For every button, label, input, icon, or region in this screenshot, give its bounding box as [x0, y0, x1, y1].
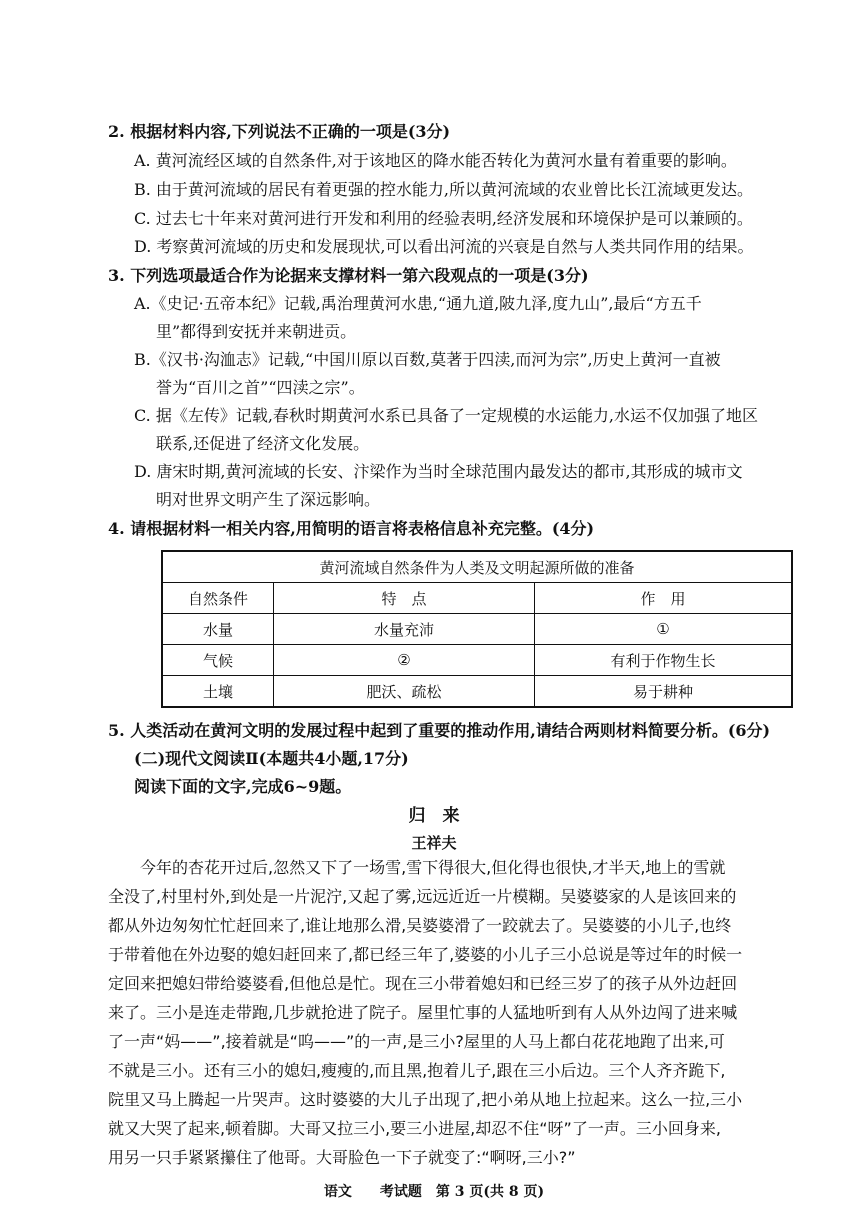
- table-cell: ②: [274, 645, 535, 676]
- table-title: 黄河流域自然条件为人类及文明起源所做的准备: [162, 551, 792, 583]
- story-line: 院里又马上腾起一片哭声。这时婆婆的大儿子出现了,把小弟从地上拉起来。这么一拉,三小: [108, 1090, 743, 1109]
- question-2-option-b: B. 由于黄河流域的居民有着更强的控水能力,所以黄河流域的农业曾比长江流域更发达。: [134, 180, 754, 199]
- table-cell: 气候: [162, 645, 274, 676]
- question-2-option-d: D. 考察黄河流域的历史和发展现状,可以看出河流的兴衰是自然与人类共同作用的结果。: [134, 237, 754, 256]
- section-title: (二)现代文阅读Ⅱ(本题共4小题,17分): [134, 749, 409, 768]
- question-2-option-c: C. 过去七十年来对黄河进行开发和利用的经验表明,经济发展和环境保护是可以兼顾的。: [134, 209, 753, 228]
- page-footer: 语文 考试题 第 3 页(共 8 页): [323, 1184, 545, 1200]
- question-3-option-a-cont: 里”都得到安抚并来朝进贡。: [156, 322, 357, 341]
- question-2-option-a: A. 黄河流经区域的自然条件,对于该地区的降水能否转化为黄河水量有着重要的影响。: [134, 151, 737, 170]
- story-author: 王祥夫: [411, 834, 457, 852]
- question-3-option-c-cont: 联系,还促进了经济文化发展。: [156, 434, 370, 453]
- table-cell: 土壤: [162, 676, 274, 708]
- table-header-row: [162, 583, 792, 614]
- story-line: 今年的杏花开过后,忽然又下了一场雪,雪下得很大,但化得也很快,才半天,地上的雪就: [108, 858, 726, 877]
- table-cell: ①: [535, 614, 793, 645]
- question-5-stem: 5. 人类活动在黄河文明的发展过程中起到了重要的推动作用,请结合两则材料简要分析。(6分): [108, 721, 771, 740]
- question-3-option-b: B.《汉书·沟洫志》记载,“中国川原以百数,莫著于四渎,而河为宗”,历史上黄河一直被: [134, 350, 721, 369]
- table-cell: 肥沃、疏松: [274, 676, 535, 708]
- question-3-option-d-cont: 明对世界文明产生了深远影响。: [156, 490, 381, 509]
- table-cell: 有利于作物生长: [535, 645, 793, 676]
- question-3-option-c: C. 据《左传》记载,春秋时期黄河水系已具备了一定规模的水运能力,水运不仅加强了地区: [134, 406, 759, 425]
- story-line: 全没了,村里村外,到处是一片泥泞,又起了雾,远远近近一片模糊。吴婆婆家的人是该回来的: [108, 887, 737, 906]
- table-cell: 水量充沛: [274, 614, 535, 645]
- question-2-stem: 2. 根据材料内容,下列说法不正确的一项是(3分): [108, 122, 451, 141]
- story-line: 来了。三小是连走带跑,几步就抢进了院子。屋里忙事的人猛地听到有人从外边闯了进来喊: [108, 1003, 738, 1022]
- story-line: 都从外边匆匆忙忙赶回来了,谁让地那么滑,吴婆婆滑了一跤就去了。吴婆婆的小儿子,也终: [108, 916, 732, 935]
- question-3-stem: 3. 下列选项最适合作为论据来支撑材料一第六段观点的一项是(3分): [108, 266, 589, 285]
- table-cell: 水量: [162, 614, 274, 645]
- story-line: 不就是三小。还有三小的媳妇,瘦瘦的,而且黑,抱着儿子,跟在三小后边。三个人齐齐跪下,: [108, 1061, 726, 1080]
- table-row: [162, 645, 792, 676]
- story-line: 用另一只手紧紧攥住了他哥。大哥脸色一下子就变了:“啊呀,三小?”: [108, 1148, 576, 1167]
- section-instruction: 阅读下面的文字,完成6~9题。: [134, 777, 352, 796]
- story-line: 了一声“妈——”,接着就是“呜——”的一声,是三小?屋里的人马上都白花花地跑了出来,可: [108, 1032, 725, 1051]
- question-3-option-b-cont: 誉为“百川之首”“四渎之宗”。: [156, 378, 365, 397]
- table-title-row: [162, 551, 792, 583]
- table-row: [162, 614, 792, 645]
- table-header: 作 用: [535, 583, 793, 614]
- table-header: 自然条件: [162, 583, 274, 614]
- story-line: 定回来把媳妇带给婆婆看,但他总是忙。现在三小带着媳妇和已经三岁了的孩子从外边赶回: [108, 974, 738, 993]
- question-3-option-d: D. 唐宋时期,黄河流域的长安、汴梁作为当时全球范围内最发达的都市,其形成的城市文: [134, 462, 743, 481]
- table-row: [162, 676, 792, 708]
- question-4-stem: 4. 请根据材料一相关内容,用简明的语言将表格信息补充完整。(4分): [108, 519, 595, 538]
- story-line: 就又大哭了起来,顿着脚。大哥又拉三小,要三小进屋,却忍不住“呀”了一声。三小回身来,: [108, 1119, 721, 1138]
- table-header: 特 点: [274, 583, 535, 614]
- table-cell: 易于耕种: [535, 676, 793, 708]
- story-line: 于带着他在外边娶的媳妇赶回来了,都已经三年了,婆婆的小儿子三小总说是等过年的时候一: [108, 945, 743, 964]
- question-3-option-a: A.《史记·五帝本纪》记载,禹治理黄河水患,“通九道,陂九泽,度九山”,最后“方五千: [134, 294, 702, 313]
- info-table: [161, 550, 793, 708]
- story-title: 归 来: [408, 806, 460, 826]
